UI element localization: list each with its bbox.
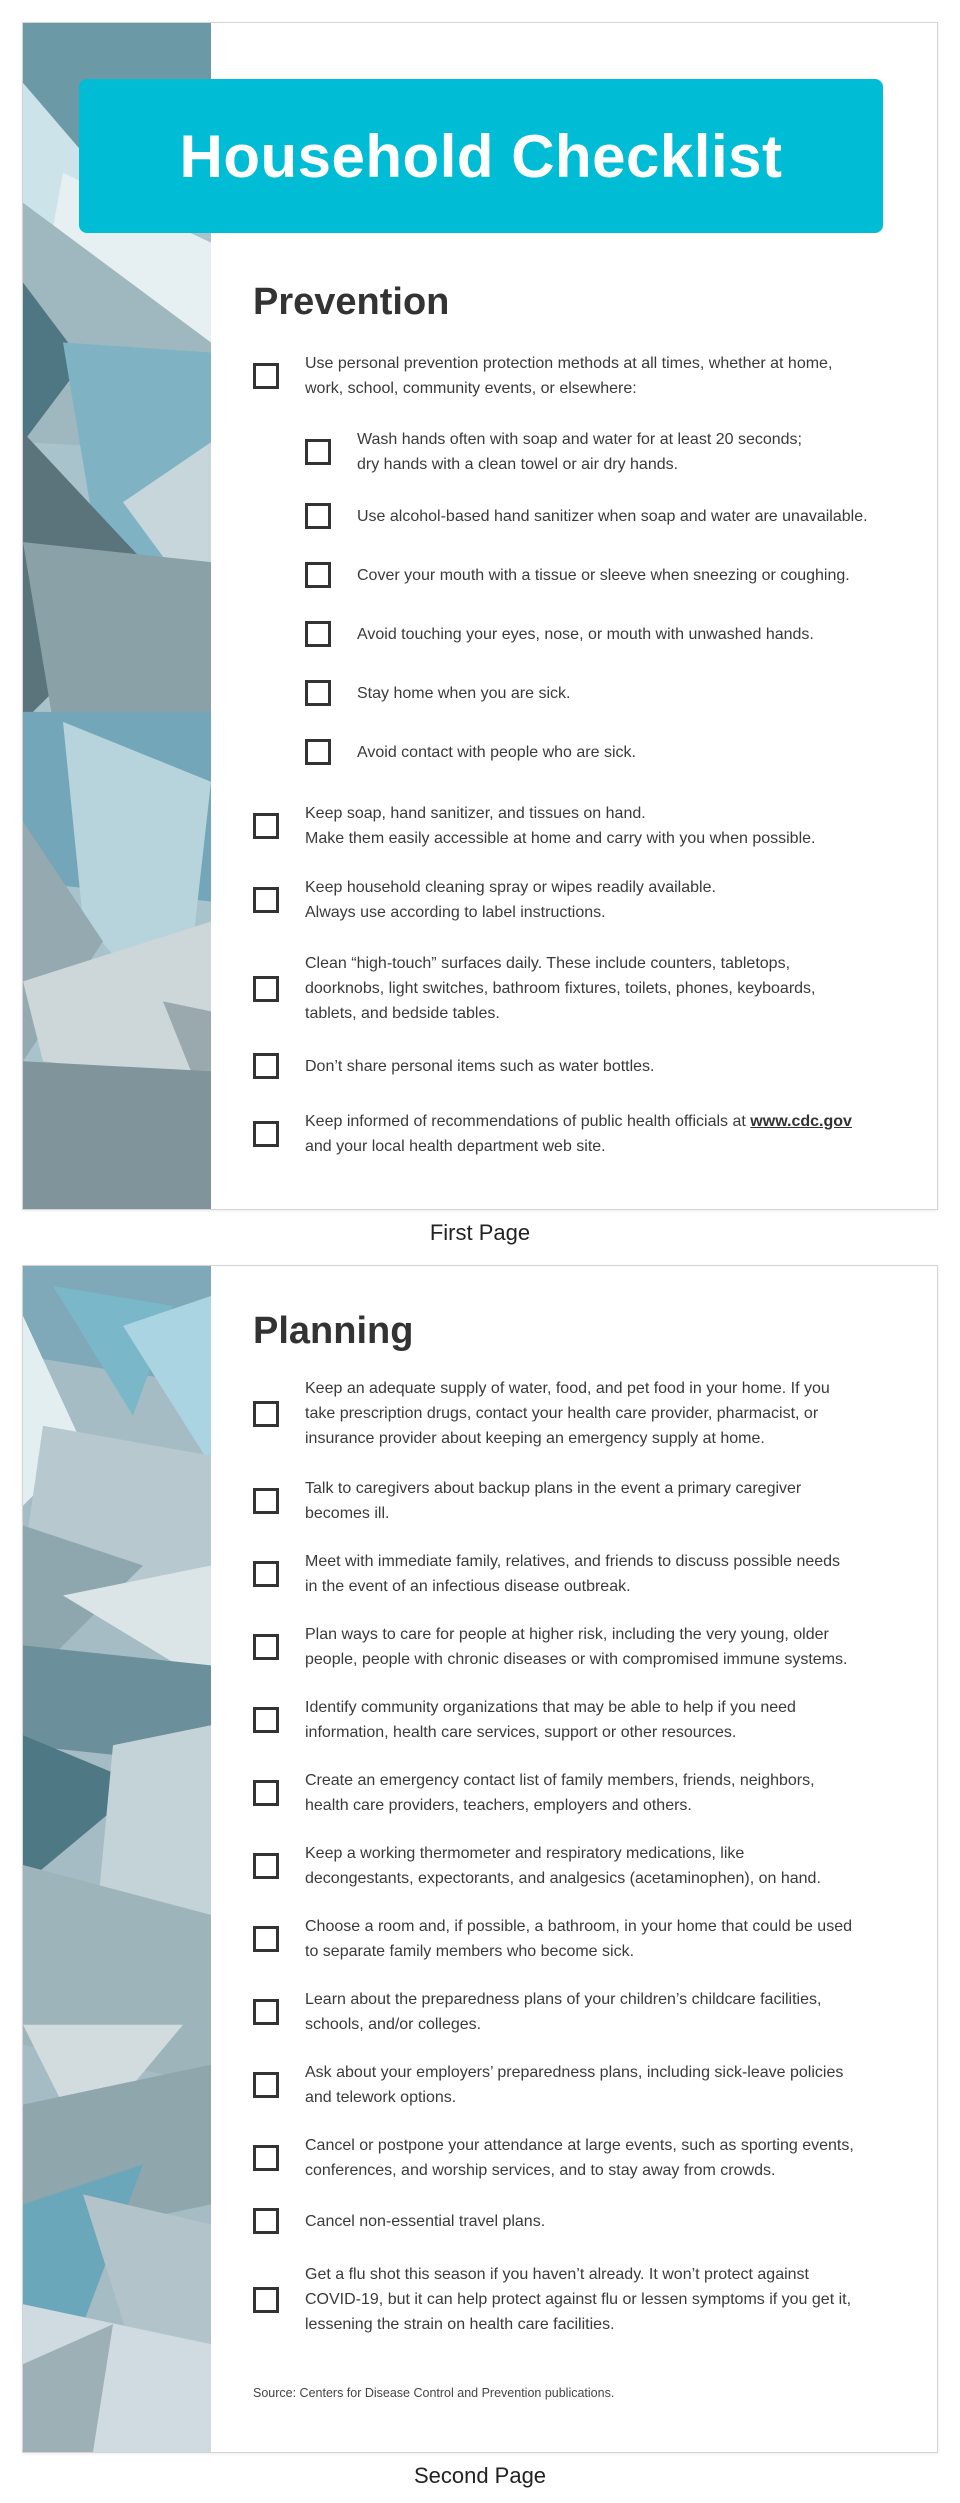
section-title-prevention: Prevention: [253, 281, 450, 323]
decorative-side-art: [23, 1266, 211, 2452]
checkbox[interactable]: [253, 1853, 279, 1879]
checkbox[interactable]: [253, 813, 279, 839]
checklist-item: [253, 2262, 903, 2337]
checklist-item: [253, 801, 903, 851]
checkbox[interactable]: [253, 1401, 279, 1427]
checklist-item: [253, 1987, 903, 2037]
checklist-item: [253, 1841, 903, 1891]
checklist-item-text: Get a flu shot this season if you haven’t already. It won’t protect against COVID-19, but it can help protect against flu or lessen symptoms if you get it, lessening the strain on health care facilities.: [305, 2266, 852, 2333]
page-title: Household Checklist: [179, 122, 783, 190]
checkbox[interactable]: [253, 2287, 279, 2313]
checklist-page-two: [22, 1265, 938, 2453]
checklist-item-text: Avoid touching your eyes, nose, or mouth with unwashed hands.: [357, 625, 814, 643]
checklist-item: [253, 1695, 903, 1745]
item-text-after-link: and your local health department web site.: [305, 1138, 606, 1155]
checklist-item-text: Ask about your employers’ preparedness plans, including sick-leave policies and telework options.: [305, 2064, 844, 2106]
checkbox[interactable]: [253, 1488, 279, 1514]
checklist-item-text: Keep an adequate supply of water, food, and pet food in your home. If you take prescription drugs, contact your health care provider, pharmacist, or insurance provider about keeping an emergency supply at home.: [305, 1380, 830, 1447]
checklist-item: [253, 1768, 903, 1818]
title-banner: [79, 79, 883, 233]
checkbox[interactable]: [253, 1121, 279, 1147]
checklist-item-text: Clean “high-touch” surfaces daily. These include counters, tabletops, doorknobs, light switches, bathroom fixtures, toilets, phones, keyboards, tablets, and bedside tables.: [305, 955, 816, 1022]
checklist-item: [253, 1376, 903, 1451]
checklist-subitem: [305, 680, 903, 706]
page-caption-second: Second Page: [413, 2463, 547, 2488]
checklist-item-text: Don’t share personal items such as water bottles.: [305, 1057, 655, 1075]
checkbox[interactable]: [253, 1999, 279, 2025]
checkbox[interactable]: [253, 1561, 279, 1587]
checklist-item: [253, 2060, 903, 2110]
checklist-item-text: Choose a room and, if possible, a bathroom, in your home that could be used to separate family members who become sick.: [305, 1918, 852, 1960]
checklist-item-text: Cancel or postpone your attendance at large events, such as sporting events, conferences, and worship services, and to stay away from crowds.: [305, 2137, 854, 2179]
checklist-item: [253, 1914, 903, 1964]
checklist-item: [253, 1109, 903, 1159]
checkbox[interactable]: [253, 1707, 279, 1733]
checkbox[interactable]: [305, 739, 331, 765]
source-footnote: Source: Centers for Disease Control and Prevention publications.: [253, 2386, 615, 2400]
checklist-item-text: Use personal prevention protection methods at all times, whether at home, work, school, community events, or elsewhere:: [305, 355, 833, 397]
checklist-item-text: Keep household cleaning spray or wipes readily available. Always use according to label instructions.: [305, 879, 716, 921]
checkbox[interactable]: [305, 439, 331, 465]
checklist-item: [253, 1476, 903, 1526]
checkbox[interactable]: [305, 621, 331, 647]
checklist-item-text: Create an emergency contact list of family members, friends, neighbors, health care providers, teachers, employers and others.: [305, 1772, 815, 1814]
item-text-before-link: Keep informed of recommendations of public health officials at: [305, 1113, 751, 1130]
checklist-item: [253, 951, 903, 1026]
checklist-item-text: Cover your mouth with a tissue or sleeve when sneezing or coughing.: [357, 566, 850, 584]
checklist-subitem: [305, 621, 903, 647]
checkbox[interactable]: [253, 363, 279, 389]
checklist-subitem: [305, 427, 903, 477]
checkbox[interactable]: [253, 887, 279, 913]
checkbox[interactable]: [305, 503, 331, 529]
cdc-link[interactable]: www.cdc.gov: [750, 1113, 852, 1130]
checkbox[interactable]: [253, 1780, 279, 1806]
checkbox[interactable]: [305, 562, 331, 588]
checklist-item: [253, 2208, 903, 2234]
checkbox[interactable]: [253, 1926, 279, 1952]
checkbox[interactable]: [253, 2145, 279, 2171]
checklist-item-text: [305, 1109, 852, 1159]
checklist-item: [253, 875, 903, 925]
checkbox[interactable]: [253, 1053, 279, 1079]
checklist-item: [253, 1622, 903, 1672]
checklist-item-text: Keep soap, hand sanitizer, and tissues on hand. Make them easily accessible at home and carry with you when possible.: [305, 805, 816, 847]
checkbox[interactable]: [253, 2072, 279, 2098]
section-title-planning: Planning: [253, 1310, 414, 1352]
checkbox[interactable]: [253, 1634, 279, 1660]
page-caption-first: First Page: [429, 1220, 531, 1245]
checklist-item-text: Talk to caregivers about backup plans in the event a primary caregiver becomes ill.: [305, 1480, 802, 1522]
checklist-item-text: Meet with immediate family, relatives, and friends to discuss possible needs in the event of an infectious disease outbreak.: [305, 1553, 841, 1595]
geometric-pattern-image: [23, 1266, 211, 2452]
checklist-subitem: [305, 503, 903, 529]
checkbox[interactable]: [305, 680, 331, 706]
checklist-item-text: Stay home when you are sick.: [357, 684, 571, 702]
checklist-page-one: [22, 22, 938, 1210]
checklist-item-text: Identify community organizations that may be able to help if you need information, health care services, support or other resources.: [305, 1699, 796, 1741]
checklist-item-text: Cancel non-essential travel plans.: [305, 2212, 546, 2230]
checklist-item: [253, 351, 903, 401]
checklist-subitem: [305, 562, 903, 588]
checklist-item-text: Avoid contact with people who are sick.: [357, 743, 636, 761]
checklist-item-text: Plan ways to care for people at higher risk, including the very young, older people, people with chronic diseases or with compromised immune systems.: [305, 1626, 848, 1668]
checkbox[interactable]: [253, 2208, 279, 2234]
checklist-item-text: Use alcohol-based hand sanitizer when soap and water are unavailable.: [357, 507, 868, 525]
checklist-item-text: Learn about the preparedness plans of your children’s childcare facilities, schools, and/or colleges.: [305, 1991, 822, 2033]
checklist-item-text: Keep a working thermometer and respiratory medications, like decongestants, expectorants, and analgesics (acetaminophen), on hand.: [305, 1845, 821, 1887]
checklist-item: [253, 1053, 903, 1079]
checklist-item: [253, 2133, 903, 2183]
checkbox[interactable]: [253, 976, 279, 1002]
checklist-item-text: Wash hands often with soap and water for at least 20 seconds; dry hands with a clean towel or air dry hands.: [357, 431, 802, 473]
checklist-subitem: [305, 739, 903, 765]
checklist-item: [253, 1549, 903, 1599]
